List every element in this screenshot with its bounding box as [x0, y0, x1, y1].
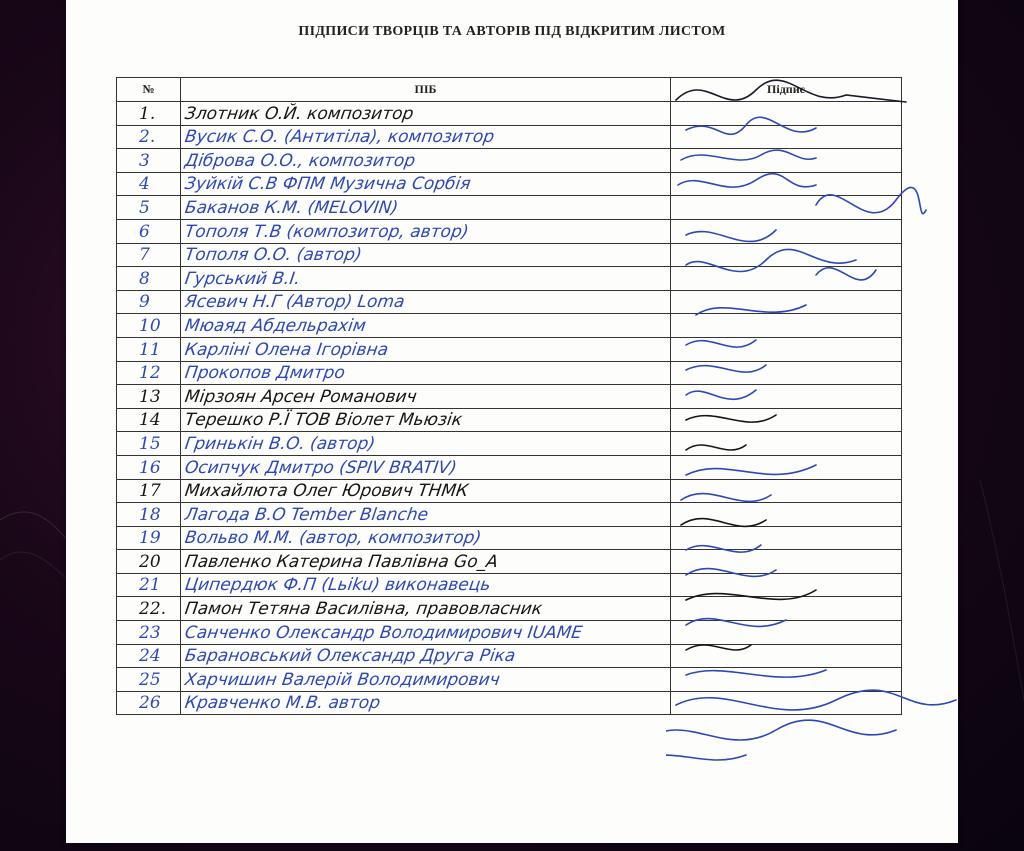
table-row — [117, 102, 902, 126]
row-number: 17 — [139, 481, 161, 502]
row-name-cell — [181, 267, 671, 291]
table-row — [117, 668, 902, 692]
row-name-cell — [181, 337, 671, 361]
row-name-cell — [181, 526, 671, 550]
row-number-cell — [117, 125, 181, 149]
handwritten-name: Тополя Т.В (композитор, автор) — [183, 221, 470, 242]
row-signature-cell — [671, 621, 902, 645]
row-name-cell — [181, 172, 671, 196]
row-signature-cell — [671, 314, 902, 338]
table-row — [117, 550, 902, 574]
table-row — [117, 219, 902, 243]
table-row — [117, 125, 902, 149]
handwritten-name: Ясевич Н.Г (Автор) Loma — [183, 292, 406, 313]
row-signature-cell — [671, 503, 902, 527]
table-row — [117, 337, 902, 361]
handwritten-name: Вольво М.М. (автор, композитор) — [183, 528, 483, 549]
row-signature-cell — [671, 479, 902, 503]
row-number-cell — [117, 290, 181, 314]
table-row — [117, 573, 902, 597]
row-name-cell — [181, 408, 671, 432]
row-signature-cell — [671, 455, 902, 479]
table-row — [117, 644, 902, 668]
handwritten-name: Терешко Р.Ї ТОВ Віолет Мьюзік — [183, 410, 464, 431]
row-name-cell — [181, 573, 671, 597]
row-signature-cell — [671, 361, 902, 385]
row-name-cell — [181, 102, 671, 126]
row-signature-cell — [671, 408, 902, 432]
table-row — [117, 503, 902, 527]
row-number: 26 — [139, 693, 161, 714]
row-number-cell — [117, 668, 181, 692]
row-signature-cell — [671, 526, 902, 550]
row-signature-cell — [671, 432, 902, 456]
row-number-cell — [117, 243, 181, 267]
header-signature: Підпис — [671, 78, 902, 102]
row-number: 9 — [139, 292, 150, 313]
row-number: 4 — [139, 174, 150, 195]
handwritten-name: Гринькін В.О. (автор) — [183, 433, 377, 454]
row-number-cell — [117, 597, 181, 621]
header-name: ПІБ — [181, 78, 671, 102]
handwritten-name: Баканов К.М. (MELOVIN) — [183, 197, 400, 218]
row-name-cell — [181, 314, 671, 338]
handwritten-name: Павленко Катерина Павлівна Go_A — [183, 551, 500, 572]
handwritten-name: Прокопов Дмитро — [183, 363, 347, 384]
row-number-cell — [117, 573, 181, 597]
handwritten-name: Памон Тетяна Василівна, правовласник — [183, 599, 544, 620]
row-number: 10 — [139, 315, 161, 336]
table-row — [117, 479, 902, 503]
table-row — [117, 361, 902, 385]
table-row — [117, 621, 902, 645]
table-row — [117, 408, 902, 432]
row-number: 13 — [139, 386, 161, 407]
row-number-cell — [117, 479, 181, 503]
table-row — [117, 385, 902, 409]
row-signature-cell — [671, 243, 902, 267]
table-row — [117, 149, 902, 173]
handwritten-name: Злотник О.Й. композитор — [183, 103, 415, 124]
handwritten-name: Мюаяд Абдельрахім — [183, 315, 368, 336]
table-row — [117, 314, 902, 338]
row-number-cell — [117, 267, 181, 291]
row-name-cell — [181, 621, 671, 645]
row-signature-cell — [671, 196, 902, 220]
table-row — [117, 243, 902, 267]
row-number-cell — [117, 691, 181, 715]
row-signature-cell — [671, 102, 902, 126]
row-number-cell — [117, 455, 181, 479]
row-number: 11 — [139, 339, 161, 360]
row-number: 18 — [139, 504, 161, 525]
row-name-cell — [181, 125, 671, 149]
row-number: 23 — [139, 622, 161, 643]
row-number: 8 — [139, 268, 150, 289]
row-number: 12 — [139, 363, 161, 384]
row-signature-cell — [671, 149, 902, 173]
row-signature-cell — [671, 219, 902, 243]
row-name-cell — [181, 455, 671, 479]
row-number-cell — [117, 314, 181, 338]
handwritten-name: Тополя О.О. (автор) — [183, 245, 363, 266]
row-name-cell — [181, 644, 671, 668]
row-number: 2. — [139, 127, 156, 148]
table-row — [117, 172, 902, 196]
row-name-cell — [181, 149, 671, 173]
handwritten-name: Діброва О.О., композитор — [183, 150, 417, 171]
row-signature-cell — [671, 550, 902, 574]
row-name-cell — [181, 243, 671, 267]
row-number: 14 — [139, 410, 161, 431]
row-number: 5 — [139, 197, 150, 218]
handwritten-name: Кравченко М.В. автор — [183, 693, 382, 714]
row-name-cell — [181, 219, 671, 243]
row-signature-cell — [671, 337, 902, 361]
table-row — [117, 455, 902, 479]
row-number-cell — [117, 432, 181, 456]
table-row — [117, 432, 902, 456]
row-number-cell — [117, 149, 181, 173]
row-number: 1. — [139, 103, 156, 124]
signatures-table — [116, 77, 902, 715]
row-number: 16 — [139, 457, 161, 478]
table-row — [117, 597, 902, 621]
row-name-cell — [181, 597, 671, 621]
row-name-cell — [181, 479, 671, 503]
row-number-cell — [117, 196, 181, 220]
table-row — [117, 196, 902, 220]
row-number: 20 — [139, 551, 161, 572]
handwritten-name: Зуйкій С.В ФПМ Музична Сорбія — [183, 174, 472, 195]
row-name-cell — [181, 550, 671, 574]
row-name-cell — [181, 290, 671, 314]
row-number: 24 — [139, 646, 161, 667]
row-number-cell — [117, 172, 181, 196]
row-signature-cell — [671, 385, 902, 409]
row-number-cell — [117, 621, 181, 645]
row-number-cell — [117, 337, 181, 361]
row-number-cell — [117, 526, 181, 550]
row-number-cell — [117, 408, 181, 432]
row-number-cell — [117, 219, 181, 243]
table-row — [117, 267, 902, 291]
row-name-cell — [181, 668, 671, 692]
row-signature-cell — [671, 172, 902, 196]
handwritten-name: Санченко Олександр Володимирович IUAME — [183, 622, 584, 643]
row-number-cell — [117, 361, 181, 385]
row-signature-cell — [671, 691, 902, 715]
handwritten-name: Мірзоян Арсен Романович — [183, 386, 419, 407]
handwritten-name: Харчишин Валерій Володимирович — [183, 669, 502, 690]
handwritten-name: Карліні Олена Ігорівна — [183, 339, 390, 360]
handwritten-name: Лагода В.О Tember Blanche — [183, 504, 430, 525]
table-header-row — [117, 78, 902, 102]
row-number: 19 — [139, 528, 161, 549]
row-name-cell — [181, 385, 671, 409]
row-signature-cell — [671, 573, 902, 597]
row-number: 21 — [139, 575, 161, 596]
handwritten-name: Барановський Олександр Друга Ріка — [183, 646, 517, 667]
row-number: 3 — [139, 150, 150, 171]
row-number: 15 — [139, 433, 161, 454]
row-number-cell — [117, 550, 181, 574]
signature-sheet — [66, 0, 958, 843]
row-number-cell — [117, 102, 181, 126]
row-signature-cell — [671, 644, 902, 668]
handwritten-name: Гурський В.І. — [183, 268, 302, 289]
row-signature-cell — [671, 125, 902, 149]
table-row — [117, 691, 902, 715]
handwritten-name: Михайлюта Олег Юрович ТНМК — [183, 481, 470, 502]
header-number: № — [117, 78, 181, 102]
document-title: ПІДПИСИ ТВОРЦІВ ТА АВТОРІВ ПІД ВІДКРИТИМ ЛИСТОМ — [298, 24, 726, 39]
table-row — [117, 290, 902, 314]
handwritten-name: Ципердюк Ф.П (Lьiku) виконавець — [183, 575, 492, 596]
row-name-cell — [181, 432, 671, 456]
row-name-cell — [181, 196, 671, 220]
row-number: 6 — [139, 221, 150, 242]
row-signature-cell — [671, 668, 902, 692]
row-signature-cell — [671, 597, 902, 621]
row-name-cell — [181, 503, 671, 527]
handwritten-name: Вусик С.О. (Антитіла), композитор — [183, 127, 496, 148]
row-number: 22. — [139, 599, 167, 620]
row-number: 25 — [139, 669, 161, 690]
table-row — [117, 526, 902, 550]
row-number-cell — [117, 644, 181, 668]
row-name-cell — [181, 361, 671, 385]
row-signature-cell — [671, 267, 902, 291]
row-number: 7 — [139, 245, 150, 266]
row-signature-cell — [671, 290, 902, 314]
handwritten-name: Осипчук Дмитро (SPIV BRATIV) — [183, 457, 458, 478]
row-number-cell — [117, 503, 181, 527]
row-number-cell — [117, 385, 181, 409]
row-name-cell — [181, 691, 671, 715]
